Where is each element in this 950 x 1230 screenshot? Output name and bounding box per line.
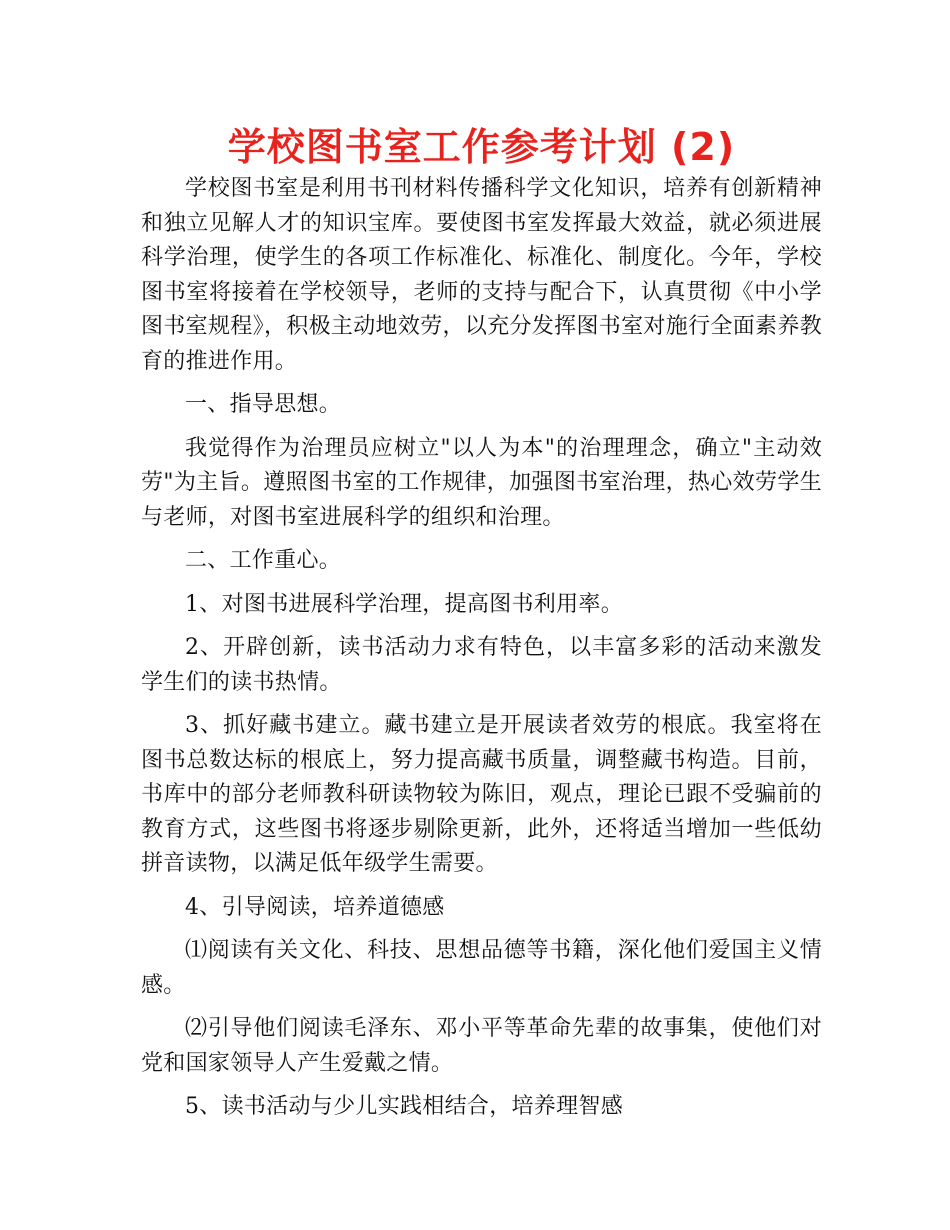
list-item-5: 5、读书活动与少儿实践相结合，培养理智感 [185, 1094, 623, 1119]
paragraph-intro: 学校图书室是利用书刊材料传播科学文化知识，培养有创新精神和独立见解人才的知识宝库。要使图书室发挥最大效益，就必须进展科学治理，使学生的各项工作标准化、标准化、制度化。今年，学校图书室将接着在学校领导，老师的支持与配合下，认真贯彻《中小学图书室规程》，积极主动地效劳，以充分发挥图书室对施行全面素养教育的推进作用。 [141, 176, 822, 374]
list-item-4: 4、引导阅读，培养道德感 [185, 894, 445, 920]
list-item-1: 1、对图书进展科学治理，提高图书利用率。 [185, 591, 623, 617]
list-item-3: 3、抓好藏书建立。藏书建立是开展读者效劳的根底。我室将在图书总数达标的根底上，努力提高藏书质量，调整藏书构造。目前，书库中的部分老师教科研读物较为陈旧，观点，理论已跟不受骗前的教育方式，这些图书将逐步剔除更新，此外，还将适当增加一些低幼拼音读物，以满足低年级学生需要。 [141, 713, 822, 876]
document-body [141, 172, 822, 1125]
document-title: 学校图书室工作参考计划 (2) [227, 125, 736, 169]
paragraph-guiding-thought: 我觉得作为治理员应树立"以人为本"的治理理念，确立"主动效劳"为主旨。遵照图书室的工作规律，加强图书室治理，热心效劳学生与老师，对图书室进展科学的组织和治理。 [141, 435, 822, 530]
list-item-2: 2、开辟创新，读书活动力求有特色，以丰富多彩的活动来激发学生们的读书热情。 [141, 635, 822, 695]
heading-work-focus: 二、工作重心。 [185, 548, 342, 573]
sub-item-2: ⑵引导他们阅读毛泽东、邓小平等革命先辈的故事集，使他们对党和国家领导人产生爱戴之情。 [141, 1016, 822, 1076]
heading-guiding-thought: 一、指导思想。 [185, 392, 342, 417]
sub-item-1: ⑴阅读有关文化、科技、思想品德等书籍，深化他们爱国主义情感。 [141, 938, 822, 998]
